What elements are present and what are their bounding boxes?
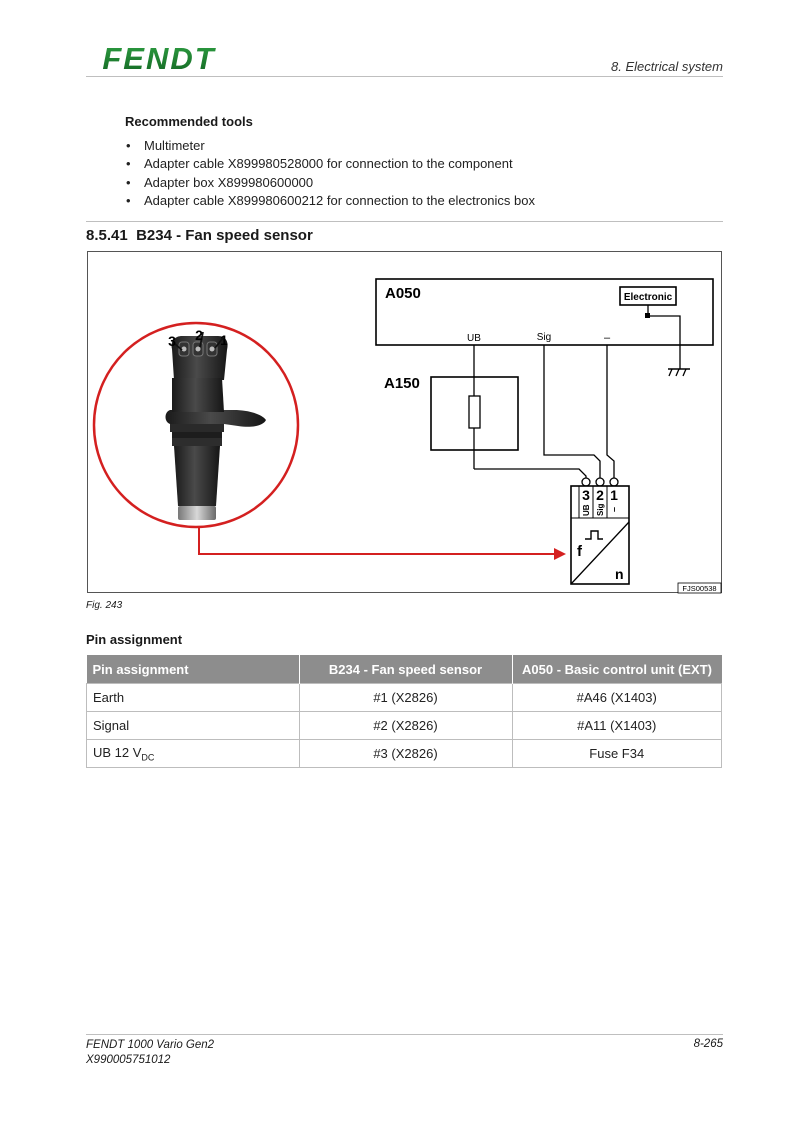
section-divider bbox=[86, 221, 723, 222]
tool-item: • Multimeter bbox=[125, 137, 535, 155]
header-section-title: 8. Electrical system bbox=[611, 59, 723, 74]
pin-label: UB bbox=[582, 504, 591, 516]
header-divider bbox=[86, 76, 723, 77]
tools-list bbox=[125, 137, 535, 210]
pin-label-cell bbox=[87, 740, 300, 768]
unit-pin-cell: #A46 (X1403) bbox=[512, 684, 722, 712]
ub-terminal-label: UB bbox=[467, 333, 481, 344]
section-number: 8.5.41 bbox=[86, 227, 128, 244]
minus-terminal-label: – bbox=[603, 332, 611, 344]
footer-divider bbox=[86, 1034, 723, 1035]
wiring-diagram bbox=[88, 252, 723, 594]
tools-heading: Recommended tools bbox=[125, 114, 253, 129]
connector-pin-label: 3 bbox=[168, 333, 176, 349]
tool-item: • Adapter cable X899980528000 for connection to the component bbox=[125, 155, 535, 173]
a050-label: A050 bbox=[385, 285, 421, 302]
connector-pin-label: 1 bbox=[220, 332, 228, 348]
sig-terminal-label: Sig bbox=[536, 332, 552, 343]
wire-sig bbox=[544, 345, 600, 478]
red-arrow-head bbox=[554, 548, 566, 560]
pin-assignment-heading: Pin assignment bbox=[86, 632, 183, 647]
section-title: B234 - Fan speed sensor bbox=[136, 227, 313, 244]
f-label: f bbox=[577, 543, 582, 560]
wire-ub bbox=[474, 469, 586, 478]
footer-doc-number: X990005751012 bbox=[86, 1054, 171, 1066]
section-heading bbox=[86, 227, 313, 244]
pin-label-subscript: DC bbox=[141, 752, 155, 763]
red-arrow bbox=[199, 527, 554, 554]
table-row bbox=[87, 712, 722, 740]
pin-number: 3 bbox=[582, 487, 590, 503]
fuse-symbol bbox=[469, 396, 480, 428]
footer-page-number: 8-265 bbox=[693, 1038, 723, 1050]
tool-item: • Adapter box X899980600000 bbox=[125, 174, 535, 192]
column-header: A050 - Basic control unit (EXT) bbox=[512, 655, 722, 684]
pin-number: 1 bbox=[610, 487, 618, 503]
electronic-label: Electronic bbox=[623, 292, 673, 303]
fendt-logo bbox=[86, 44, 232, 72]
column-header: B234 - Fan speed sensor bbox=[299, 655, 512, 684]
sensor-pin-cell: #3 (X2826) bbox=[299, 740, 512, 768]
footer-left bbox=[86, 1038, 214, 1068]
n-label: n bbox=[615, 566, 624, 582]
wire-ground bbox=[607, 345, 614, 478]
a150-label: A150 bbox=[384, 375, 420, 392]
pin-label-cell: Earth bbox=[87, 684, 300, 712]
unit-pin-cell: #A11 (X1403) bbox=[512, 712, 722, 740]
table-row bbox=[87, 684, 722, 712]
pin-label: Sig bbox=[596, 503, 605, 516]
unit-pin-cell: Fuse F34 bbox=[512, 740, 722, 768]
figure-caption: Fig. 243 bbox=[86, 600, 123, 611]
figure-ref-code: FJS00538 bbox=[682, 584, 717, 593]
footer-model: FENDT 1000 Vario Gen2 bbox=[86, 1039, 215, 1051]
table-row bbox=[87, 740, 722, 768]
pin-label: – bbox=[609, 506, 619, 512]
table-header-row bbox=[87, 655, 722, 684]
tool-item: • Adapter cable X899980600212 for connection to the electronics box bbox=[125, 192, 535, 210]
logo-text: FENDT bbox=[102, 44, 216, 72]
sensor-pin-cell: #1 (X2826) bbox=[299, 684, 512, 712]
connector-pin-label: 2 bbox=[195, 327, 203, 343]
pin-label-text: UB 12 V bbox=[93, 744, 142, 760]
pin-number: 2 bbox=[596, 487, 604, 503]
wiring-figure bbox=[87, 251, 722, 593]
sensor-pin-cell: #2 (X2826) bbox=[299, 712, 512, 740]
column-header: Pin assignment bbox=[87, 655, 300, 684]
pin-label-cell: Signal bbox=[87, 712, 300, 740]
pin-assignment-table bbox=[86, 655, 722, 768]
